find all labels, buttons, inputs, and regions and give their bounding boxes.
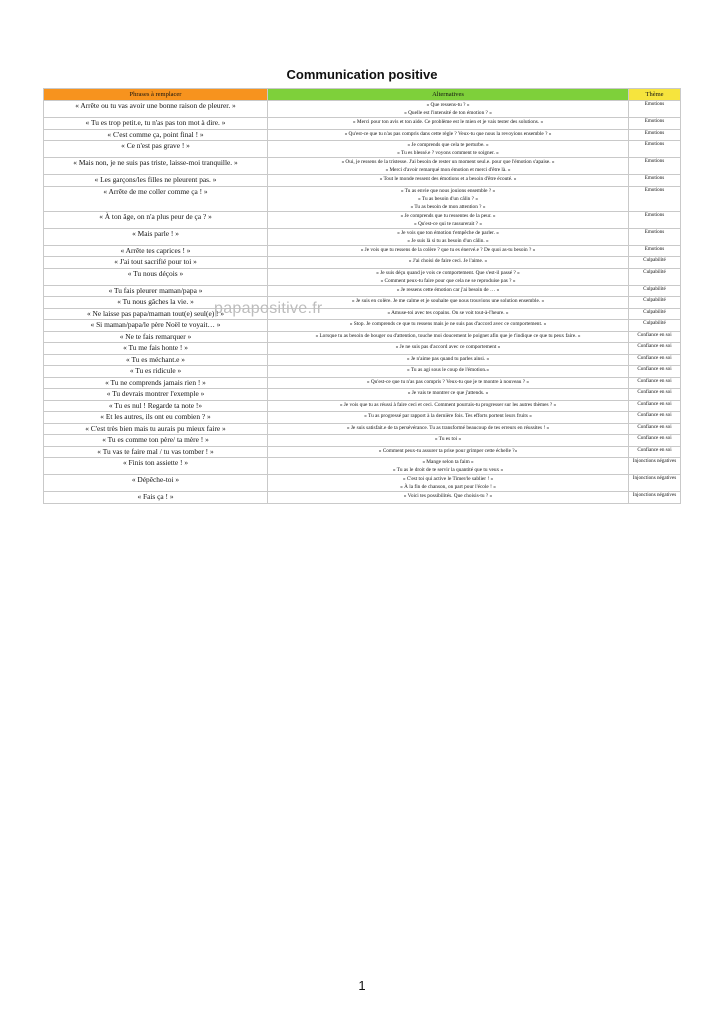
theme-cell: Culpabilité bbox=[629, 268, 681, 285]
alternative-line: « Je n'aime pas quand tu parles ainsi. » bbox=[406, 355, 490, 362]
alternative-line: « Tu as progressé par rapport à la dernière fois. Tes efforts portent leurs fruits » bbox=[364, 413, 532, 419]
table-row bbox=[44, 435, 681, 447]
theme-cell: Emotions bbox=[629, 158, 681, 175]
phrase-cell: « Tu es comme ton père/ ta mère ! » bbox=[44, 435, 268, 447]
alternative-line: « Amuse-toi avec tes copains. On se voit tout-à-l'heure. » bbox=[387, 309, 509, 316]
alternative-line: « J'ai choisi de faire ceci. Je l'aime. » bbox=[408, 258, 488, 264]
alternative-line: « Voici tes possibilités. Que choisis-tu ? » bbox=[403, 493, 493, 499]
alternative-line: « Tout le monde ressent des émotions et a besoin d'être écouté. » bbox=[379, 176, 517, 182]
table-header-row bbox=[44, 89, 681, 101]
table-row bbox=[44, 492, 681, 504]
table-row bbox=[44, 101, 681, 118]
phrase-cell: « Ce n'est pas grave ! » bbox=[44, 141, 268, 158]
table-row bbox=[44, 354, 681, 366]
phrase-cell: « Tu me fais honte ! » bbox=[44, 343, 268, 355]
alternatives-cell bbox=[268, 423, 629, 435]
alternatives-cell bbox=[268, 228, 629, 245]
header-theme: Thème bbox=[629, 89, 681, 101]
alternatives-cell bbox=[268, 377, 629, 389]
alternatives-cell bbox=[268, 129, 629, 141]
theme-cell: Emotions bbox=[629, 228, 681, 245]
phrase-cell: « Si maman/papa/le père Noël te voyait… » bbox=[44, 320, 268, 332]
alternative-line: « Tu es blessé.e ? voyons comment te soigner. » bbox=[397, 150, 499, 156]
phrase-cell: « Mais parle ! » bbox=[44, 228, 268, 245]
alternatives-cell bbox=[268, 268, 629, 285]
alternative-line: « Tu as le droit de te servir la quantité que tu veux » bbox=[392, 467, 504, 473]
table-row bbox=[44, 412, 681, 424]
phrase-cell: « Arrête tes caprices ! » bbox=[44, 245, 268, 257]
alternative-line: « Tu es toi » bbox=[434, 436, 462, 442]
alternatives-cell bbox=[268, 186, 629, 211]
theme-cell: Culpabilité bbox=[629, 297, 681, 309]
document-title: Communication positive bbox=[286, 67, 438, 82]
theme-cell: Emotions bbox=[629, 186, 681, 211]
phrase-cell: « Tu es trop petit.e, tu n'as pas ton mot à dire. » bbox=[44, 118, 268, 130]
alternative-line: « Je suis là si tu as besoin d'un câlin. » bbox=[407, 237, 489, 244]
phrase-cell: « Fais ça ! » bbox=[44, 492, 268, 504]
phrase-cell: « C'est très bien mais tu aurais pu mieux faire » bbox=[44, 423, 268, 435]
alternative-line: « Je vais te montrer ce que j'attends. » bbox=[407, 390, 489, 396]
alternative-line: « Tu as besoin de mon attention ? » bbox=[410, 203, 486, 210]
alternatives-cell bbox=[268, 343, 629, 355]
phrase-cell: « Tu devrais montrer l'exemple » bbox=[44, 389, 268, 401]
table-row bbox=[44, 297, 681, 309]
table-row bbox=[44, 175, 681, 187]
header-phrases: Phrases à remplacer bbox=[44, 89, 268, 101]
alternative-line: « Je suis déçu quand je vois ce comportement. Que s'est-il passé ? » bbox=[376, 269, 520, 276]
alternatives-cell bbox=[268, 354, 629, 366]
table-row bbox=[44, 141, 681, 158]
theme-cell: Culpabilité bbox=[629, 257, 681, 269]
theme-cell: Injonctions négatives bbox=[629, 475, 681, 492]
theme-cell: Emotions bbox=[629, 118, 681, 130]
table-row bbox=[44, 475, 681, 492]
theme-cell: Confiance en soi bbox=[629, 354, 681, 366]
phrase-cell: « Tu fais pleurer maman/papa » bbox=[44, 285, 268, 297]
phrase-cell: « Tu ne comprends jamais rien ! » bbox=[44, 377, 268, 389]
table-row bbox=[44, 186, 681, 211]
alternative-line: « Qu'est-ce que tu n'as pas compris ? Veux-tu que je te montre à nouveau ? » bbox=[366, 378, 530, 385]
alternatives-cell bbox=[268, 118, 629, 130]
phrase-cell: « Arrête ou tu vas avoir une bonne raison de pleurer. » bbox=[44, 101, 268, 118]
theme-cell: Confiance en soi bbox=[629, 423, 681, 435]
alternatives-cell bbox=[268, 446, 629, 458]
alternatives-cell bbox=[268, 366, 629, 378]
alternative-line: « Qu'est-ce qui te rassurerait ? » bbox=[413, 220, 483, 227]
phrase-cell: « Mais non, je ne suis pas triste, laisse-moi tranquille. » bbox=[44, 158, 268, 175]
alternative-line: « Tu as besoin d'un câlin ? » bbox=[418, 195, 478, 202]
alternative-line: « Je suis satisfait.e de ta persévérance. Tu as transformé beaucoup de tes erreurs en réussites ! » bbox=[346, 424, 550, 431]
table-row bbox=[44, 158, 681, 175]
table-row bbox=[44, 118, 681, 130]
table-row bbox=[44, 308, 681, 320]
theme-cell: Emotions bbox=[629, 245, 681, 257]
alternatives-cell bbox=[268, 412, 629, 424]
phrase-cell: « J'ai tout sacrifié pour toi » bbox=[44, 257, 268, 269]
theme-cell: Emotions bbox=[629, 175, 681, 187]
alternative-line: « Que ressens-tu ? » bbox=[426, 102, 470, 108]
alternative-line: « Quelle est l'intensité de ton émotion ? » bbox=[404, 110, 492, 116]
phrase-cell: « Tu nous déçois » bbox=[44, 268, 268, 285]
table-body bbox=[44, 101, 681, 504]
theme-cell: Emotions bbox=[629, 211, 681, 228]
phrase-cell: « C'est comme ça, point final ! » bbox=[44, 129, 268, 141]
phrase-cell: « Finis ton assiette ! » bbox=[44, 458, 268, 475]
table-row bbox=[44, 245, 681, 257]
alternative-line: « À la fin de chanson, on part pour l'école ! » bbox=[400, 484, 496, 490]
alternative-line: « Tu as agi sous le coup de l'émotion.» bbox=[406, 367, 490, 373]
header-alternatives: Alternatives bbox=[268, 89, 629, 101]
theme-cell: Confiance en soi bbox=[629, 377, 681, 389]
phrase-cell: « Ne laisse pas papa/maman tout(e) seul(e) ! » bbox=[44, 308, 268, 320]
theme-cell: Injonctions négatives bbox=[629, 492, 681, 504]
alternative-line: « Oui, je ressens de la tristesse. J'ai besoin de rester un moment seul.e. pour que l'émotion s'apaise. » bbox=[341, 159, 555, 165]
table-row bbox=[44, 228, 681, 245]
alternatives-cell bbox=[268, 320, 629, 332]
alternative-line: « Merci pour ton avis et ton aide. Ce problème est le mien et je vais tester des solutions. » bbox=[352, 119, 544, 125]
alternative-line: « Tu as envie que nous jouions ensemble ? » bbox=[400, 187, 496, 194]
alternatives-cell bbox=[268, 257, 629, 269]
theme-cell: Culpabilité bbox=[629, 285, 681, 297]
alternatives-cell bbox=[268, 141, 629, 158]
alternative-line: « Je vois que tu ressens de la colère ? que tu es énervé.e ? De quoi as-tu besoin ? » bbox=[360, 246, 536, 253]
alternative-line: « Je comprends que cela te perturbe. » bbox=[407, 142, 489, 148]
alternatives-cell bbox=[268, 158, 629, 175]
theme-cell: Confiance en soi bbox=[629, 446, 681, 458]
alternatives-cell bbox=[268, 245, 629, 257]
theme-cell: Confiance en soi bbox=[629, 412, 681, 424]
alternative-line: « Je ne suis pas d'accord avec ce comportement » bbox=[395, 344, 501, 350]
alternatives-cell bbox=[268, 175, 629, 187]
alternative-line: « C'est toi qui active le Timer/le sablier ! » bbox=[402, 476, 494, 482]
table-row bbox=[44, 446, 681, 458]
alternatives-cell bbox=[268, 211, 629, 228]
alternatives-cell bbox=[268, 475, 629, 492]
alternative-line: « Mange selon ta faim » bbox=[422, 459, 474, 465]
alternatives-cell bbox=[268, 285, 629, 297]
theme-cell: Emotions bbox=[629, 129, 681, 141]
table-row bbox=[44, 343, 681, 355]
alternatives-cell bbox=[268, 389, 629, 401]
phrase-cell: « Tu vas te faire mal / tu vas tomber ! » bbox=[44, 446, 268, 458]
phrase-cell: « Les garçons/les filles ne pleurent pas. » bbox=[44, 175, 268, 187]
alternative-line: « Comment peux-tu faire pour que cela ne se reproduise pas ? » bbox=[380, 277, 516, 284]
theme-cell: Confiance en soi bbox=[629, 400, 681, 412]
alternatives-cell bbox=[268, 101, 629, 118]
table-row bbox=[44, 458, 681, 475]
phrase-cell: « Tu nous gâches la vie. » bbox=[44, 297, 268, 309]
table-row bbox=[44, 211, 681, 228]
alternative-line: « Je suis en colère. Je me calme et je souhaite que nous trouvions une solution ensemble. » bbox=[351, 298, 545, 304]
alternative-line: « Comment peux-tu assurer ta prise pour grimper cette échelle ?» bbox=[378, 447, 518, 454]
table-row bbox=[44, 285, 681, 297]
watermark: papapositive.fr bbox=[214, 300, 323, 317]
table-row bbox=[44, 377, 681, 389]
table-row bbox=[44, 389, 681, 401]
theme-cell: Confiance en soi bbox=[629, 366, 681, 378]
table-row bbox=[44, 331, 681, 343]
alternative-line: « Stop. Je comprends ce que tu ressens mais je ne suis pas d'accord avec ce comportement. » bbox=[349, 321, 547, 327]
alternative-line: « Je vois que tu as réussi à faire ceci et ceci. Comment pourrais-tu progresser sur les autres thèmes ? » bbox=[339, 401, 557, 408]
theme-cell: Injonctions négatives bbox=[629, 458, 681, 475]
phrase-cell: « Tu es nul ! Regarde ta note !» bbox=[44, 400, 268, 412]
phrase-cell: « Tu es méchant.e » bbox=[44, 354, 268, 366]
phrase-cell: « Dépêche-toi » bbox=[44, 475, 268, 492]
alternative-line: « Je ressens cette émotion car j'ai besoin de … » bbox=[396, 286, 500, 293]
theme-cell: Culpabilité bbox=[629, 320, 681, 332]
table-row bbox=[44, 320, 681, 332]
alternatives-cell bbox=[268, 435, 629, 447]
table-row bbox=[44, 268, 681, 285]
table-row bbox=[44, 423, 681, 435]
page-number: 1 bbox=[358, 978, 366, 993]
theme-cell: Confiance en soi bbox=[629, 331, 681, 343]
table-row bbox=[44, 366, 681, 378]
phrase-cell: « À ton âge, on n'a plus peur de ça ? » bbox=[44, 211, 268, 228]
alternative-line: « Lorsque tu as besoin de bouger ou d'attention, touche moi doucement le poignet afin que je t'indique ce que tu peux faire. » bbox=[315, 332, 581, 339]
phrase-cell: « Arrête de me coller comme ça ! » bbox=[44, 186, 268, 211]
phrase-cell: « Ne te fais remarquer » bbox=[44, 331, 268, 343]
phrase-cell: « Tu es ridicule » bbox=[44, 366, 268, 378]
theme-cell: Confiance en soi bbox=[629, 389, 681, 401]
alternative-line: « Merci d'avoir remarqué mon émotion et merci d'être là. » bbox=[385, 167, 511, 173]
alternatives-cell bbox=[268, 400, 629, 412]
theme-cell: Confiance en soi bbox=[629, 343, 681, 355]
theme-cell: Confiance en soi bbox=[629, 435, 681, 447]
alternative-line: « Qu'est-ce que tu n'as pas compris dans cette règle ? Veux-tu que nous la revoyions ensemble ? » bbox=[344, 130, 552, 137]
alternative-line: « Je vois que ton émotion t'empêche de parler. » bbox=[397, 229, 499, 236]
theme-cell: Culpabilité bbox=[629, 308, 681, 320]
alternatives-cell bbox=[268, 331, 629, 343]
phrase-cell: « Et les autres, ils ont eu combien ? » bbox=[44, 412, 268, 424]
table-row bbox=[44, 129, 681, 141]
table-row bbox=[44, 257, 681, 269]
table-row bbox=[44, 400, 681, 412]
alternatives-cell bbox=[268, 492, 629, 504]
alternative-line: « Je comprends que tu ressentes de la peur. » bbox=[400, 212, 496, 219]
phrases-table bbox=[43, 88, 681, 504]
theme-cell: Emotions bbox=[629, 101, 681, 118]
theme-cell: Emotions bbox=[629, 141, 681, 158]
alternatives-cell bbox=[268, 458, 629, 475]
